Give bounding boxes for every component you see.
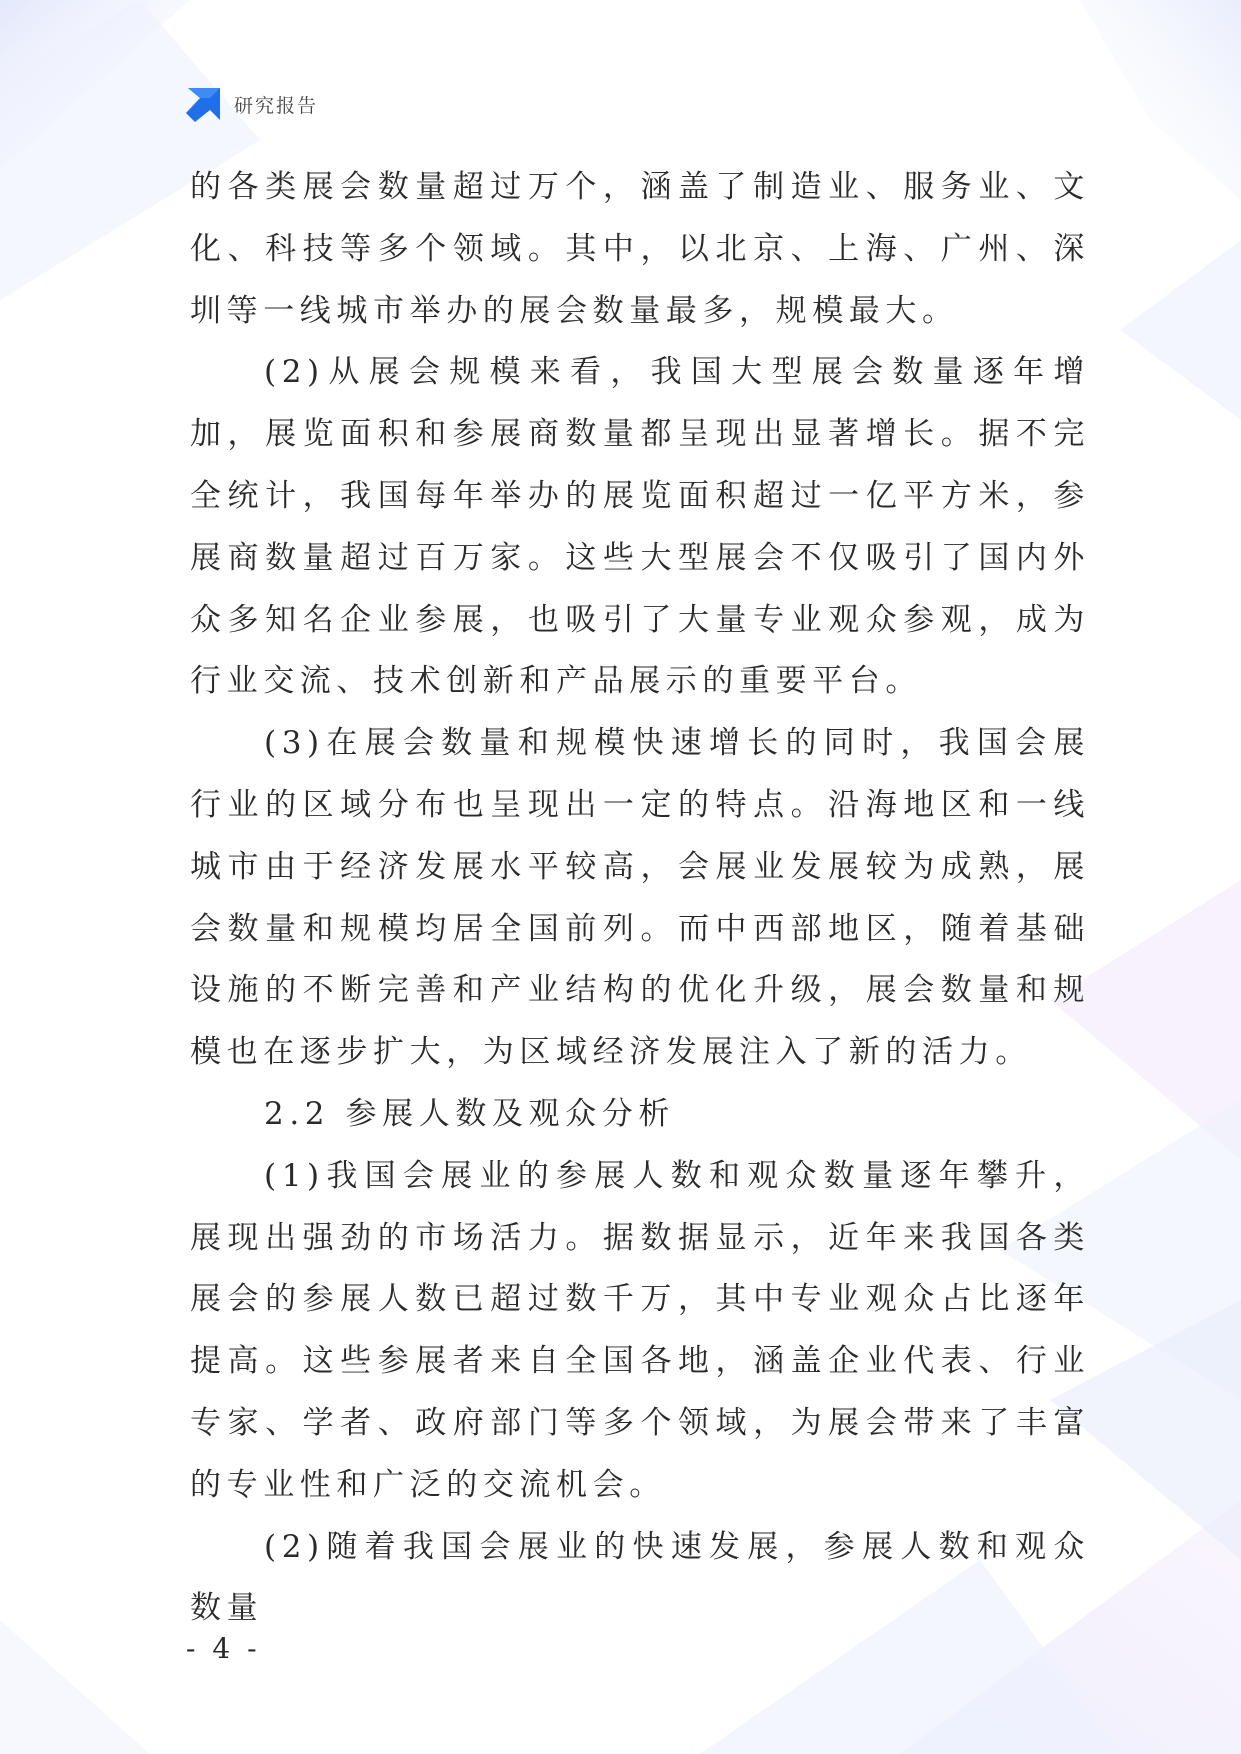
document-body (190, 157, 1090, 1640)
report-header (186, 86, 318, 122)
paragraph: 的各类展会数量超过万个，涵盖了制造业、服务业、文化、科技等多个领域。其中，以北京、上海、广州、深圳等一线城市举办的展会数量最多，规模最大。 (190, 169, 1090, 329)
arrow-up-right-icon (186, 86, 222, 122)
page-number: - 4 - (186, 1632, 261, 1665)
paragraph: (2)从展会规模来看，我国大型展会数量逐年增加，展览面积和参展商数量都呈现出显著增长。据不完全统计，我国每年举办的展览面积超过一亿平方米，参展商数量超过百万家。这些大型展会不仅吸引了国内外众多知名企业参展，也吸引了大量专业观众参观，成为行业交流、技术创新和产品展示的重要平台。 (190, 354, 1090, 700)
section-heading: 2.2 参展人数及观众分析 (264, 1095, 675, 1132)
header-title: 研究报告 (234, 94, 319, 117)
paragraph: (2)随着我国会展业的快速发展，参展人数和观众数量 (190, 1528, 1090, 1627)
paragraph: (3)在展会数量和规模快速增长的同时，我国会展行业的区域分布也呈现出一定的特点。沿海地区和一线城市由于经济发展水平较高，会展业发展较为成熟，展会数量和规模均居全国前列。而中西部地区，随着基础设施的不断完善和产业结构的优化升级，展会数量和规模也在逐步扩大，为区域经济发展注入了新的活力。 (190, 725, 1090, 1071)
paragraph: (1)我国会展业的参展人数和观众数量逐年攀升，展现出强劲的市场活力。据数据显示，近年来我国各类展会的参展人数已超过数千万，其中专业观众占比逐年提高。这些参展者来自全国各地，涵盖企业代表、行业专家、学者、政府部门等多个领域，为展会带来了丰富的专业性和广泛的交流机会。 (190, 1157, 1090, 1503)
